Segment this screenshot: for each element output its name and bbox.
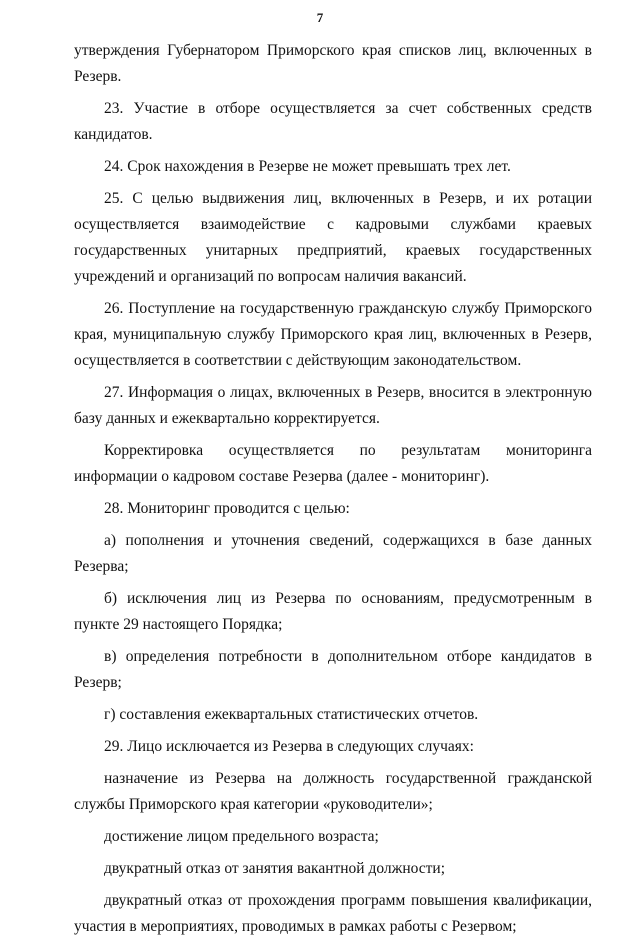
paragraph: 26. Поступление на государственную гражданскую службу Приморского края, муниципальную службу Приморского края лиц, включенных в Резерв, осуществляется в соответствии с действующим законодательством.: [74, 300, 592, 369]
paragraph: б) исключения лиц из Резерва по основаниям, предусмотренным в пункте 29 настоящего Порядка;: [74, 590, 592, 633]
page-number: 7: [316, 10, 324, 25]
paragraph: в) определения потребности в дополнительном отборе кандидатов в Резерв;: [74, 648, 592, 691]
paragraph: назначение из Резерва на должность государственной гражданской службы Приморского края категории «руководители»;: [74, 770, 592, 813]
paragraph: 24. Срок нахождения в Резерве не может превышать трех лет.: [104, 158, 511, 175]
paragraph: утверждения Губернатором Приморского края списков лиц, включенных в Резерв.: [74, 42, 592, 85]
paragraph: 23. Участие в отборе осуществляется за счет собственных средств кандидатов.: [74, 100, 592, 143]
paragraph: 27. Информация о лицах, включенных в Резерв, вносится в электронную базу данных и ежеквартально корректируется.: [74, 384, 592, 427]
paragraph: Корректировка осуществляется по результатам мониторинга информации о кадровом составе Резерва (далее - мониторинг).: [74, 442, 592, 485]
paragraph: достижение лицом предельного возраста;: [104, 828, 379, 845]
paragraph: двукратный отказ от прохождения программ повышения квалификации, участия в мероприятиях, проводимых в рамках работы с Резервом;: [74, 892, 592, 935]
paragraph: г) составления ежеквартальных статистических отчетов.: [104, 706, 479, 723]
paragraph: 29. Лицо исключается из Резерва в следующих случаях:: [104, 738, 474, 755]
paragraph: 28. Мониторинг проводится с целью:: [104, 500, 350, 517]
paragraph: 25. С целью выдвижения лиц, включенных в Резерв, и их ротации осуществляется взаимодействие с кадровыми службами краевых государственных унитарных предприятий, краевых государственных учреждений и организаций по вопросам наличия вакансий.: [74, 190, 592, 285]
document-body: [74, 38, 592, 946]
paragraph: двукратный отказ от занятия вакантной должности;: [104, 860, 446, 877]
paragraph: а) пополнения и уточнения сведений, содержащихся в базе данных Резерва;: [74, 532, 592, 575]
